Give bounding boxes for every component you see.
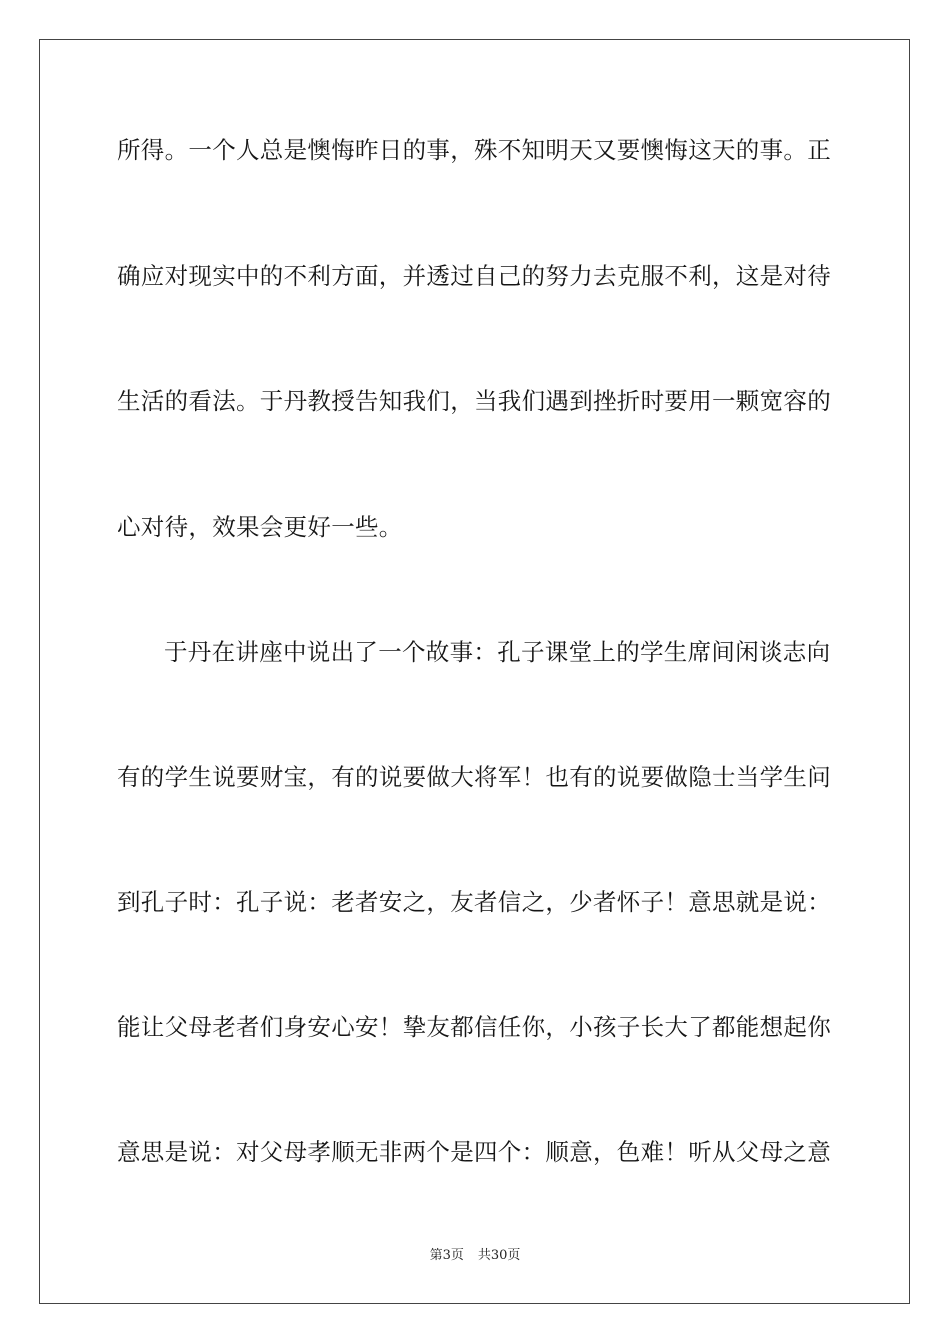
paragraph-line: 所得。一个人总是懊悔昨日的事，殊不知明天又要懊悔这天的事。正: [117, 136, 831, 164]
paragraph-line: 意思是说：对父母孝顺无非两个是四个：顺意，色难！听从父母之意: [117, 1138, 831, 1166]
page-number: 第3页: [429, 1248, 464, 1263]
page-border: [39, 39, 910, 1304]
page-total: 共30页: [477, 1248, 521, 1263]
paragraph-line: 能让父母老者们身安心安！挚友都信任你，小孩子长大了都能想起你: [117, 1013, 831, 1041]
paragraph-line: 心对待，效果会更好一些。: [117, 513, 403, 541]
page-footer: [0, 1247, 950, 1265]
paragraph-line: 生活的看法。于丹教授告知我们，当我们遇到挫折时要用一颗宽容的: [117, 387, 831, 415]
paragraph-line: 有的学生说要财宝，有的说要做大将军！也有的说要做隐士当学生问: [117, 763, 831, 791]
paragraph-line: 确应对现实中的不利方面，并透过自己的努力去克服不利，这是对待: [117, 262, 831, 290]
paragraph-line: 到孔子时：孔子说：老者安之，友者信之，少者怀子！意思就是说：: [117, 888, 831, 916]
paragraph-line: 于丹在讲座中说出了一个故事：孔子课堂上的学生席间闲谈志向: [164, 638, 831, 666]
